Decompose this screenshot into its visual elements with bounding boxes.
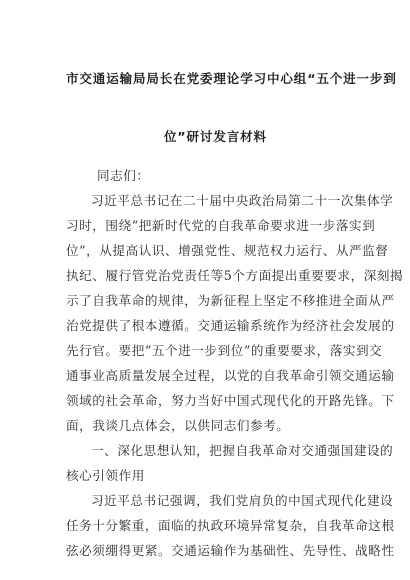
paragraph-line: 习近平总书记在二十届中央政治局第二十一次集体学: [91, 193, 394, 208]
paragraph-line: 习时，围绕“把新时代党的自我革命要求进一步落实到: [66, 218, 376, 233]
paragraph-line: 执纪、履行管党治党责任等5个方面提出重要要求，深刻揭: [66, 268, 404, 283]
paragraph-line: 习近平总书记强调，我们党肩负的中国式现代化建设: [91, 493, 394, 508]
paragraph-line: 面，我谈几点体会，以供同志们参考。: [66, 418, 290, 433]
paragraph-line: 示了自我革命的规律，为新征程上坚定不移推进全面从严: [66, 293, 395, 308]
paragraph-line: 弦必须绷得更紧。交通运输作为基础性、先导性、战略性: [66, 543, 395, 558]
paragraph-line: 任务十分繁重，面临的执政环境异常复杂，自我革命这根: [66, 518, 395, 533]
section-heading-line: 核心引领作用: [66, 468, 145, 483]
paragraph-line: 先行官。要把“五个进一步到位”的重要要求，落实到交: [66, 343, 383, 358]
paragraph-line: 领域的社会革命，努力当好中国式现代化的开路先锋。下: [66, 393, 395, 408]
paragraph-line: 位”，从提高认识、增强党性、规范权力运行、从严监督: [66, 243, 389, 258]
paragraph-line: 治党提供了根本遵循。交通运输系统作为经济社会发展的: [66, 318, 395, 333]
document-title-line-2: 位”研讨发言材料: [164, 129, 267, 144]
document-title-line-1: 市交通运输局局长在党委理论学习中心组“五个进一步到: [66, 71, 397, 86]
greeting: 同志们：: [97, 168, 150, 183]
section-heading-line: 一、深化思想认知，把握自我革命对交通强国建设的: [91, 443, 394, 458]
paragraph-line: 通事业高质量发展全过程，以党的自我革命引领交通运输: [66, 368, 395, 383]
